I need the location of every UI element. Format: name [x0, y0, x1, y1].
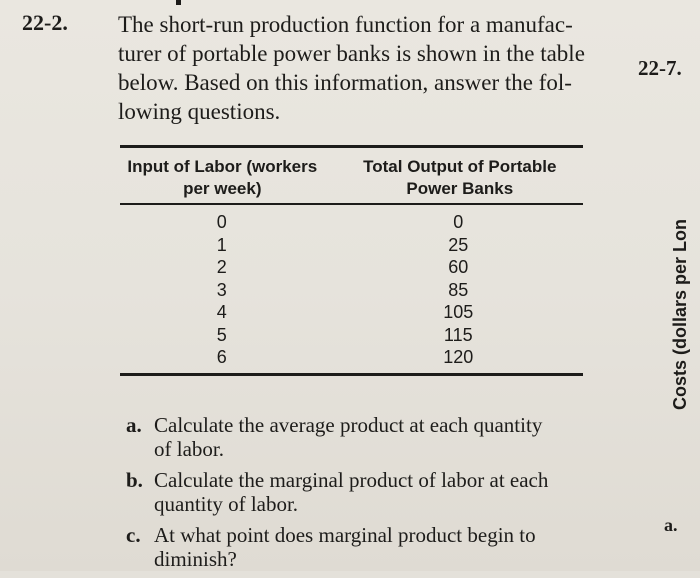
question-line: quantity of labor.: [154, 492, 299, 516]
question-text: [154, 413, 542, 461]
labor-cell: 2: [216, 257, 227, 277]
table-row: [120, 256, 583, 279]
table-row: [120, 211, 583, 234]
labor-cell: 3: [216, 279, 227, 300]
problem-line: The short-run production function for a manufac-: [118, 12, 573, 37]
labor-cell: 6: [216, 347, 227, 367]
table-row: [120, 346, 583, 369]
output-cell: 60: [448, 257, 469, 277]
question-line: At what point does marginal product begin to: [154, 523, 536, 547]
question-line: of labor.: [154, 437, 224, 461]
table-row: [120, 324, 583, 347]
output-cell: 85: [448, 279, 469, 300]
table-row: [120, 301, 583, 324]
labor-cell: 5: [216, 324, 227, 345]
question-item: [126, 523, 576, 571]
table-header: [120, 148, 583, 203]
output-cell: 120: [443, 347, 474, 367]
header-total-output: [325, 156, 583, 200]
next-problem-number: 22-7.: [638, 56, 682, 80]
header-labor-line1: Input of Labor (workers: [127, 157, 318, 176]
problem-statement: [118, 10, 608, 126]
adjacent-part-label: a.: [664, 515, 678, 535]
table-body: [120, 205, 583, 373]
labor-cell: 4: [216, 302, 227, 322]
question-line: Calculate the average product at each quantity: [154, 413, 543, 437]
labor-cell: 1: [216, 234, 227, 255]
problem-line: below. Based on this information, answer the fol-: [118, 70, 572, 95]
question-item: [126, 413, 576, 461]
question-label: a.: [126, 413, 142, 437]
table-bottom-rule: [120, 373, 583, 376]
header-output-line2: Power Banks: [406, 179, 514, 198]
problem-line: turer of portable power banks is shown in the table: [118, 41, 585, 66]
header-labor-line2: per week): [183, 179, 262, 198]
output-cell: 0: [453, 212, 464, 232]
production-table: [120, 145, 583, 376]
page-mark: [176, 0, 181, 5]
output-cell: 115: [443, 324, 473, 345]
question-line: Calculate the marginal product of labor at each: [154, 468, 549, 492]
question-line: diminish?: [154, 547, 237, 571]
problem-number: 22-2.: [22, 10, 68, 35]
labor-cell: 0: [216, 212, 227, 232]
adjacent-axis-label: Costs (dollars per Lon: [670, 218, 690, 410]
question-label: c.: [126, 523, 141, 547]
header-labor-input: [120, 156, 325, 200]
problem-line: lowing questions.: [118, 99, 281, 124]
table-row: [120, 279, 583, 302]
output-cell: 105: [443, 302, 474, 322]
question-list: [126, 413, 576, 578]
question-text: [154, 523, 536, 571]
question-text: [154, 468, 548, 516]
header-output-line1: Total Output of Portable: [363, 157, 557, 176]
question-item: [126, 468, 576, 516]
output-cell: 25: [448, 234, 469, 255]
question-label: b.: [126, 468, 143, 492]
table-row: [120, 234, 583, 257]
